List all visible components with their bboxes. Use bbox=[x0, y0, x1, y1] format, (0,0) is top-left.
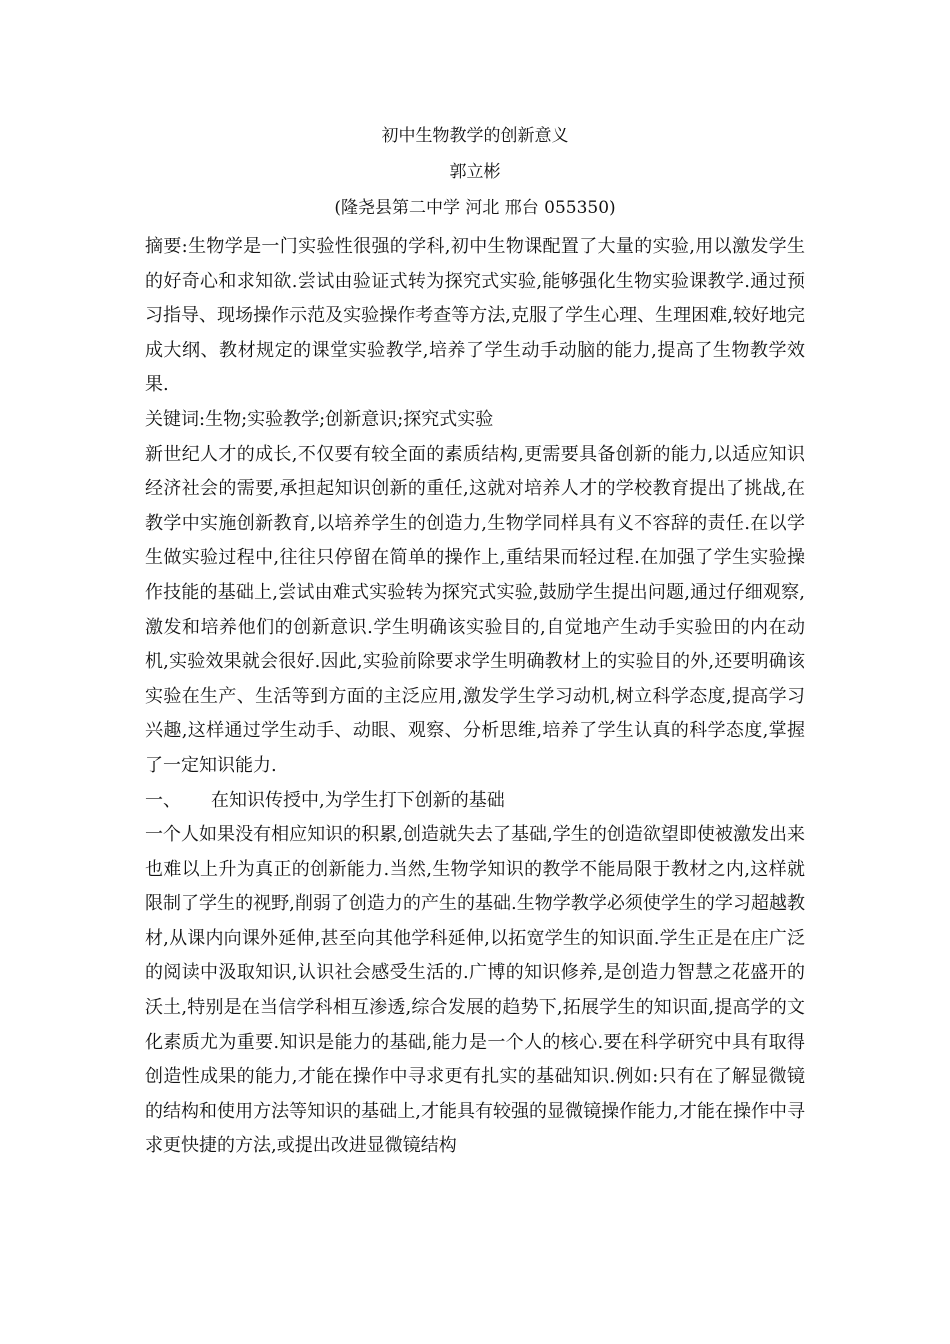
section-heading bbox=[145, 784, 805, 819]
author-name: 郭立彬 bbox=[449, 162, 501, 182]
intro-paragraph: 新世纪人才的成长,不仅要有较全面的素质结构,更需要具备创新的能力,以适应知识经济社会的需要,承担起知识创新的重任,这就对培养人才的学校教育提出了挑战,在教学中实施创新教育,以培养学生的创造力,生物学同样具有义不容辞的责任.在以学生做实验过程中,往往只停留在简单的操作上,重结果而轻过程.在加强了学生实验操作技能的基础上,尝试由难式实验转为探究式实验,鼓励学生提出问题,通过仔细观察,激发和培养他们的创新意识.学生明确该实验目的,自觉地产生动手实验田的内在动机,实验效果就会很好.因此,实验前除要求学生明确教材上的实验目的外,还要明确该实验在生产、生活等到方面的主泛应用,激发学生学习动机,树立科学态度,提高学习兴趣,这样通过学生动手、动眼、观察、分析思维,培养了学生认真的科学态度,掌握了一定知识能力. bbox=[145, 443, 805, 776]
section-number: 一、 bbox=[145, 789, 181, 811]
document-title: 初中生物教学的创新意义 bbox=[381, 126, 569, 146]
author-affiliation: (隆尧县第二中学 河北 邢台 055350) bbox=[334, 198, 616, 218]
document-body bbox=[145, 230, 805, 1164]
section-title: 在知识传授中,为学生打下创新的基础 bbox=[211, 789, 505, 811]
abstract-paragraph: 摘要:生物学是一门实验性很强的学科,初中生物课配置了大量的实验,用以激发学生的好奇心和求知欲.尝试由验证式转为探究式实验,能够强化生物实验课教学.通过预习指导、现场操作示范及实验操作考查等方法,克服了学生心理、生理困难,较好地完成大纲、教材规定的课堂实验教学,培养了学生动手动脑的能力,提高了生物教学效果. bbox=[145, 236, 805, 396]
section-paragraph: 一个人如果没有相应知识的积累,创造就失去了基础,学生的创造欲望即使被激发出来也难以上升为真正的创新能力.当然,生物学知识的教学不能局限于教材之内,这样就限制了学生的视野,削弱了创造力的产生的基础.生物学教学必须使学生的学习超越教材,从课内向课外延伸,甚至向其他学科延伸,以拓宽学生的知识面.学生正是在庄广泛的阅读中汲取知识,认识社会感受生活的.广博的知识修养,是创造力智慧之花盛开的沃土,特别是在当信学科相互渗透,综合发展的趋势下,拓展学生的知识面,提高学的文化素质尤为重要.知识是能力的基础,能力是一个人的核心.要在科学研究中具有取得创造性成果的能力,才能在操作中寻求更有扎实的基础知识.例如:只有在了解显微镜的结构和使用方法等知识的基础上,才能具有较强的显微镜操作能力,才能在操作中寻求更快捷的方法,或提出改进显微镜结构 bbox=[145, 824, 805, 1157]
keywords-line: 关键词:生物;实验教学;创新意识;探究式实验 bbox=[145, 408, 494, 430]
